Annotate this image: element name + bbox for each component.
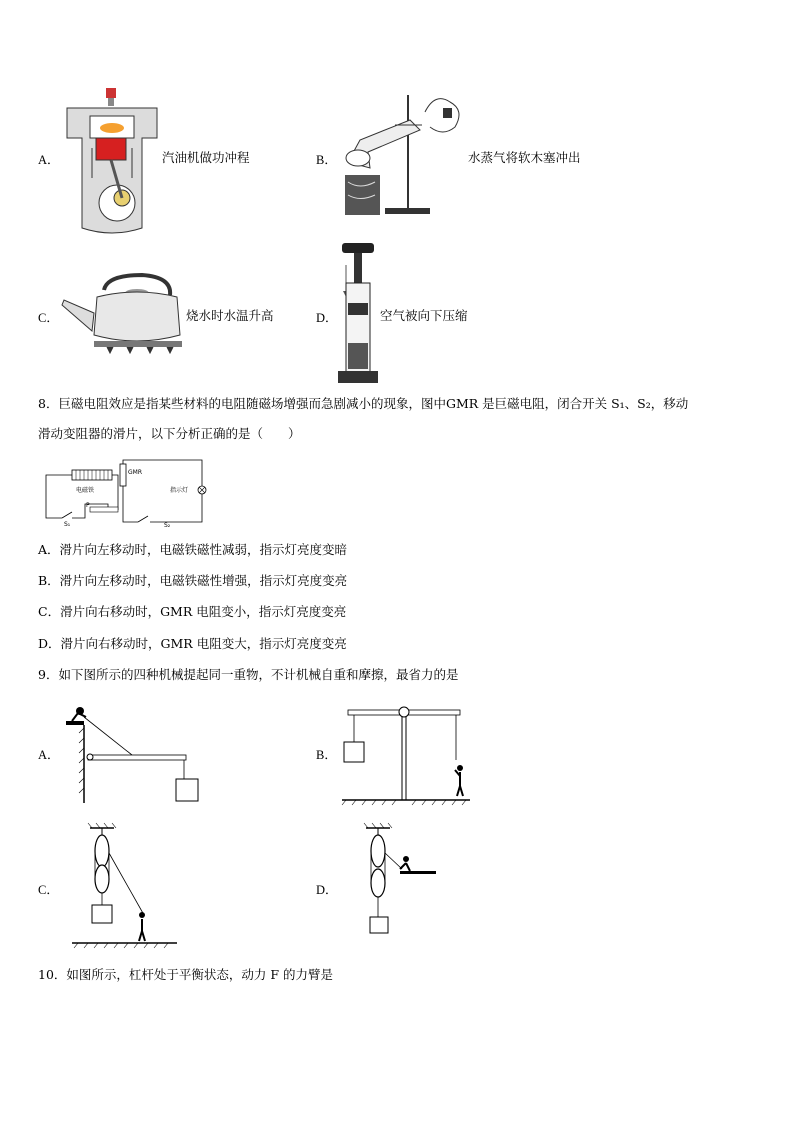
q8-option-d: D．滑片向右移动时，GMR 电阻变大，指示灯亮度变亮	[38, 636, 347, 651]
kettle-figure	[62, 275, 187, 355]
q9-option-b-label: B．	[316, 748, 337, 762]
q8-option-b: B．滑片向左移动时，电磁铁磁性增强，指示灯亮度变亮	[38, 573, 348, 588]
gmr-resistor	[120, 464, 126, 486]
gmr-circuit-diagram	[40, 460, 210, 528]
steam-cork-figure	[340, 90, 465, 225]
lamp-label: 指示灯	[170, 487, 189, 494]
q8-stem-line2: 滑动变阻器的滑片，以下分析正确的是（ ）	[38, 426, 301, 441]
q7-option-b-caption: 水蒸气将软木塞冲出	[468, 150, 581, 165]
q10-stem: 10．如图所示，杠杆处于平衡状态，动力 F 的力臂是	[38, 967, 334, 982]
q7-option-b-label: B．	[316, 153, 337, 167]
q7-option-a-label: A．	[38, 153, 60, 167]
gasoline-engine-figure	[62, 88, 162, 238]
q8-stem-line1: 8．巨磁电阻效应是指某些材料的电阻随磁场增强而急剧减小的现象，图中GMR 是巨磁电阻，闭合开关 S₁、S₂，移动	[38, 396, 689, 411]
pulley-figure-d	[362, 823, 442, 943]
switch-s1-label: S₁	[64, 521, 71, 528]
q9-stem: 9．如下图所示的四种机械提起同一重物，不计机械自重和摩擦，最省力的是	[38, 667, 459, 682]
slider-p-label: P	[86, 502, 90, 509]
pulley-figure-c	[72, 823, 182, 951]
q9-option-c-label: C．	[38, 883, 59, 897]
switch-s2-label: S₂	[164, 522, 171, 529]
q8-option-a: A．滑片向左移动时，电磁铁磁性减弱，指示灯亮度变暗	[38, 542, 348, 557]
q9-option-a-label: A．	[38, 748, 60, 762]
lever-figure-a	[66, 703, 206, 803]
electromagnet-label: 电磁铁	[76, 487, 95, 494]
q7-option-a-caption: 汽油机做功冲程	[162, 150, 250, 165]
q9-option-d-label: D．	[316, 883, 338, 897]
q7-option-c-caption: 烧水时水温升高	[186, 308, 274, 323]
q8-option-c: C．滑片向右移动时，GMR 电阻变小，指示灯亮度变亮	[38, 604, 347, 619]
air-compression-figure	[336, 243, 381, 385]
gmr-label: GMR	[128, 469, 142, 476]
q7-option-c-label: C．	[38, 311, 59, 325]
lever-figure-b	[340, 700, 475, 808]
q7-option-d-caption: 空气被向下压缩	[380, 308, 468, 323]
q7-option-d-label: D．	[316, 311, 338, 325]
